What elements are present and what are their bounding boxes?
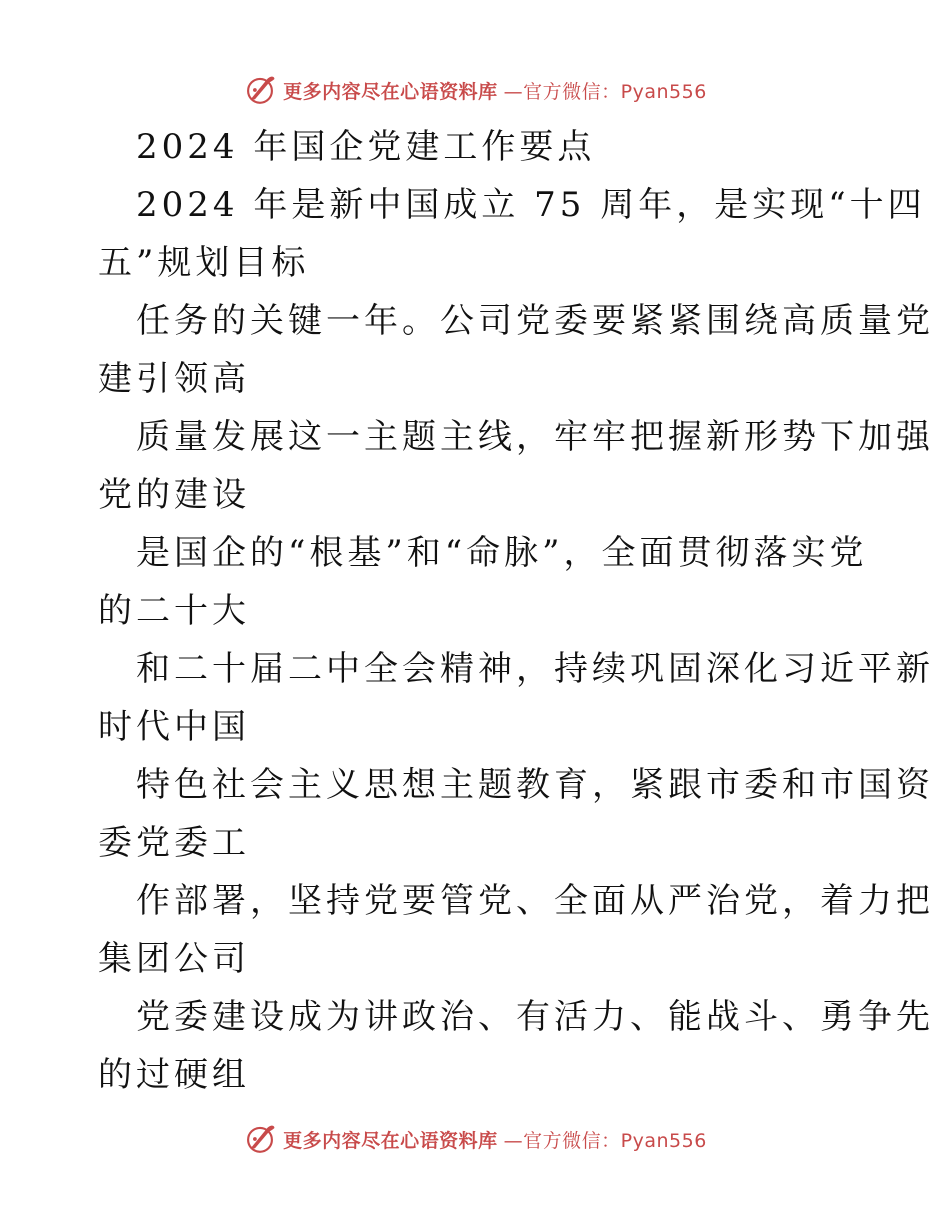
banner-text: 更多内容尽在心语资料库 (283, 1129, 498, 1152)
document-title: 2024 年国企党建工作要点 (136, 127, 596, 167)
banner-text: 更多内容尽在心语资料库 (283, 80, 498, 103)
text-line: 时代中国 (98, 707, 250, 747)
header-banner (0, 70, 950, 110)
footer-banner (0, 1119, 950, 1159)
text-line: 的二十大 (98, 591, 250, 631)
text-line: 的过硬组 (98, 1055, 250, 1095)
text-line: 党的建设 (98, 475, 250, 515)
text-line: 质量发展这一主题主线，牢牢把握新形势下加强 (136, 417, 934, 457)
banner-wechat: —官方微信：Pyan556 (503, 1129, 707, 1152)
text-line: 委党委工 (98, 823, 250, 863)
text-line: 2024 年是新中国成立 75 周年，是实现“十四 (136, 185, 926, 225)
text-line: 作部署，坚持党要管党、全面从严治党，着力把 (136, 881, 934, 921)
text-line: 任务的关键一年。公司党委要紧紧围绕高质量党 (136, 301, 934, 341)
text-line: 特色社会主义思想主题教育，紧跟市委和市国资 (136, 765, 934, 805)
quill-logo-icon (243, 73, 277, 107)
document-body (98, 118, 934, 1104)
text-line: 五”规划目标 (98, 243, 310, 283)
text-line: 和二十届二中全会精神，持续巩固深化习近平新 (136, 649, 934, 689)
text-line: 建引领高 (98, 359, 250, 399)
text-line: 集团公司 (98, 939, 250, 979)
banner-wechat: —官方微信：Pyan556 (503, 80, 707, 103)
quill-logo-icon (243, 1122, 277, 1156)
text-line: 党委建设成为讲政治、有活力、能战斗、勇争先 (136, 997, 934, 1037)
text-line: 是国企的“根基”和“命脉”，全面贯彻落实党 (136, 533, 868, 573)
